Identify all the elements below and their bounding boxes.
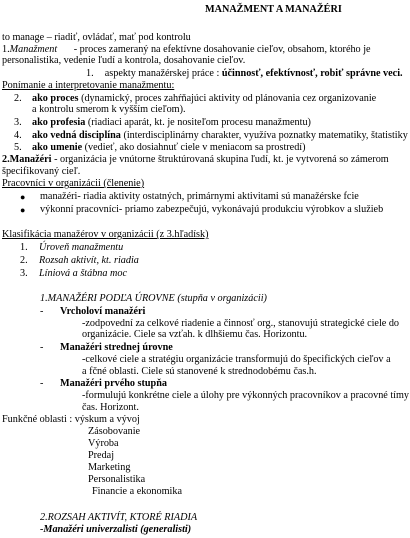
- item-num: 3.: [14, 117, 22, 128]
- managers-definition: [2, 154, 389, 166]
- item-num: 2.: [14, 93, 22, 104]
- item-num: 5.: [14, 142, 22, 153]
- dash: -: [40, 306, 44, 317]
- scope-section-sub: -Manažéri univerzalisti (generalisti): [40, 524, 192, 535]
- functional-item: Marketing: [88, 462, 131, 473]
- dash: -: [40, 342, 44, 353]
- item-rest: (riadiaci aparát, kt. je nositeľom procesu manažmentu): [85, 117, 311, 128]
- classification-item: Líniová a štábna moc: [39, 268, 128, 279]
- intro-term: Manažment: [9, 44, 58, 55]
- functional-heading: Funkčné oblasti : výskum a vývoj: [2, 414, 140, 425]
- classification-item: Úroveň manažmentu: [39, 242, 124, 253]
- understanding-item-cont: a kontrolu smerom k vyšším cieľom).: [32, 104, 186, 115]
- item-num: 3.: [20, 268, 28, 279]
- managers-def-1: - organizácia je vnútorne štruktúrovaná skupina ľudí, kt. je vytvorená so zámerom: [51, 154, 389, 165]
- classification-item: Rozsah aktivít, kt. riadia: [39, 255, 139, 266]
- bullet-icon: ●: [20, 192, 26, 202]
- item-rest: (vedieť, ako dosiahnuť ciele v meniacom sa prostredí): [82, 142, 306, 153]
- managers-def-2: špecifikovaný cieľ.: [2, 166, 81, 177]
- middle-managers-line-2: a fčné oblasti. Ciele sú stanovené k strednodobému čas.h.: [82, 366, 317, 377]
- intro-line: to manage – riadiť, ovládať, mať pod kontrolu: [2, 32, 191, 43]
- aspect-values: účinnosť, efektívnosť, robiť správne veci.: [221, 68, 403, 79]
- item-num: 4.: [14, 130, 22, 141]
- list-item: výkonní pracovníci- priamo zabezpečujú, vykonávajú produkciu výrobkov a služieb: [40, 204, 384, 215]
- item-rest: (interdisciplinárny charakter, využíva poznatky matematiky, štatistiky: [120, 130, 408, 141]
- scope-section-heading: 2.ROZSAH AKTIVÍT, KTORÉ RIADIA: [40, 512, 198, 523]
- intro-def-2: personalistika, vedenie ľudí a kontrola, dosahovanie cieľov.: [2, 55, 246, 66]
- top-managers-line-2: organizácie. Ciele sa vzťah. k dlhšiemu čas. Horizontu.: [82, 329, 308, 340]
- aspect-label: aspekty manažérskej práce :: [104, 68, 220, 79]
- functional-item: Zásobovanie: [88, 426, 141, 437]
- functional-item: Financie a ekonomika: [92, 486, 182, 497]
- dash: -: [40, 378, 44, 389]
- first-level-line-2: čas. Horizont.: [82, 402, 139, 413]
- understanding-item: [14, 93, 22, 105]
- managers-num: 2.: [2, 154, 10, 165]
- functional-item: Predaj: [88, 450, 115, 461]
- top-managers-title: Vrcholoví manažéri: [60, 306, 146, 317]
- understanding-item-text: [32, 142, 306, 154]
- page-title: MANAŽMENT A MANAŽÉRI: [205, 4, 342, 15]
- bullet-icon: ●: [20, 205, 26, 215]
- item-bold: ako umenie: [32, 142, 83, 153]
- understanding-item-text: [32, 117, 311, 129]
- list-item: manažéri- riadia aktivity ostatných, primárnymi aktivitami sú manažérske fcie: [40, 191, 359, 202]
- understanding-heading: Ponímanie a interpretovanie manažmentu:: [2, 80, 175, 91]
- understanding-item-text: [32, 130, 408, 142]
- item-num: 1.: [20, 242, 28, 253]
- managers-term: Manažéri: [9, 154, 52, 165]
- item-bold: ako profesia: [32, 117, 86, 128]
- intro-def-1: - proces zameraný na efektívne dosahovanie cieľov, obsahom, ktorého je: [73, 44, 371, 55]
- first-level-managers-title: Manažéri prvého stupňa: [60, 378, 167, 389]
- first-level-line-1: -formulujú konkrétne ciele a úlohy pre výkonných pracovníkov a pracovné tímy: [82, 390, 410, 401]
- middle-managers-line-1: -celkové ciele a stratégiu organizácie transformujú do špecifických cieľov a: [82, 354, 391, 365]
- functional-item: Personalistika: [88, 474, 146, 485]
- aspect-line: [86, 68, 403, 80]
- item-bold: ako proces: [32, 93, 79, 104]
- middle-managers-title: Manažéri strednej úrovne: [60, 342, 173, 353]
- item-num: 2.: [20, 255, 28, 266]
- item-bold: ako vedná disciplína: [32, 130, 121, 141]
- aspect-num: 1.: [86, 68, 94, 79]
- item-rest: (dynamický, proces zahŕňajúci aktivity od plánovania cez organizovanie: [78, 93, 377, 104]
- top-managers-line-1: -zodpovední za celkové riadenie a činnosť org., stanovujú strategické ciele do: [82, 318, 400, 329]
- intro-definition: [2, 44, 371, 56]
- classification-heading: Klasifikácia manažérov v organizácii (z 3.hľadísk): [2, 229, 209, 240]
- level-section-heading: 1.MANAŽÉRI PODĽA ÚROVNE (stupňa v organizácii): [40, 293, 267, 304]
- intro-num: 1.: [2, 44, 10, 55]
- workers-heading: Pracovníci v organizácii (členenie): [2, 178, 145, 189]
- understanding-item-text: [32, 93, 376, 105]
- functional-item: Výroba: [88, 438, 119, 449]
